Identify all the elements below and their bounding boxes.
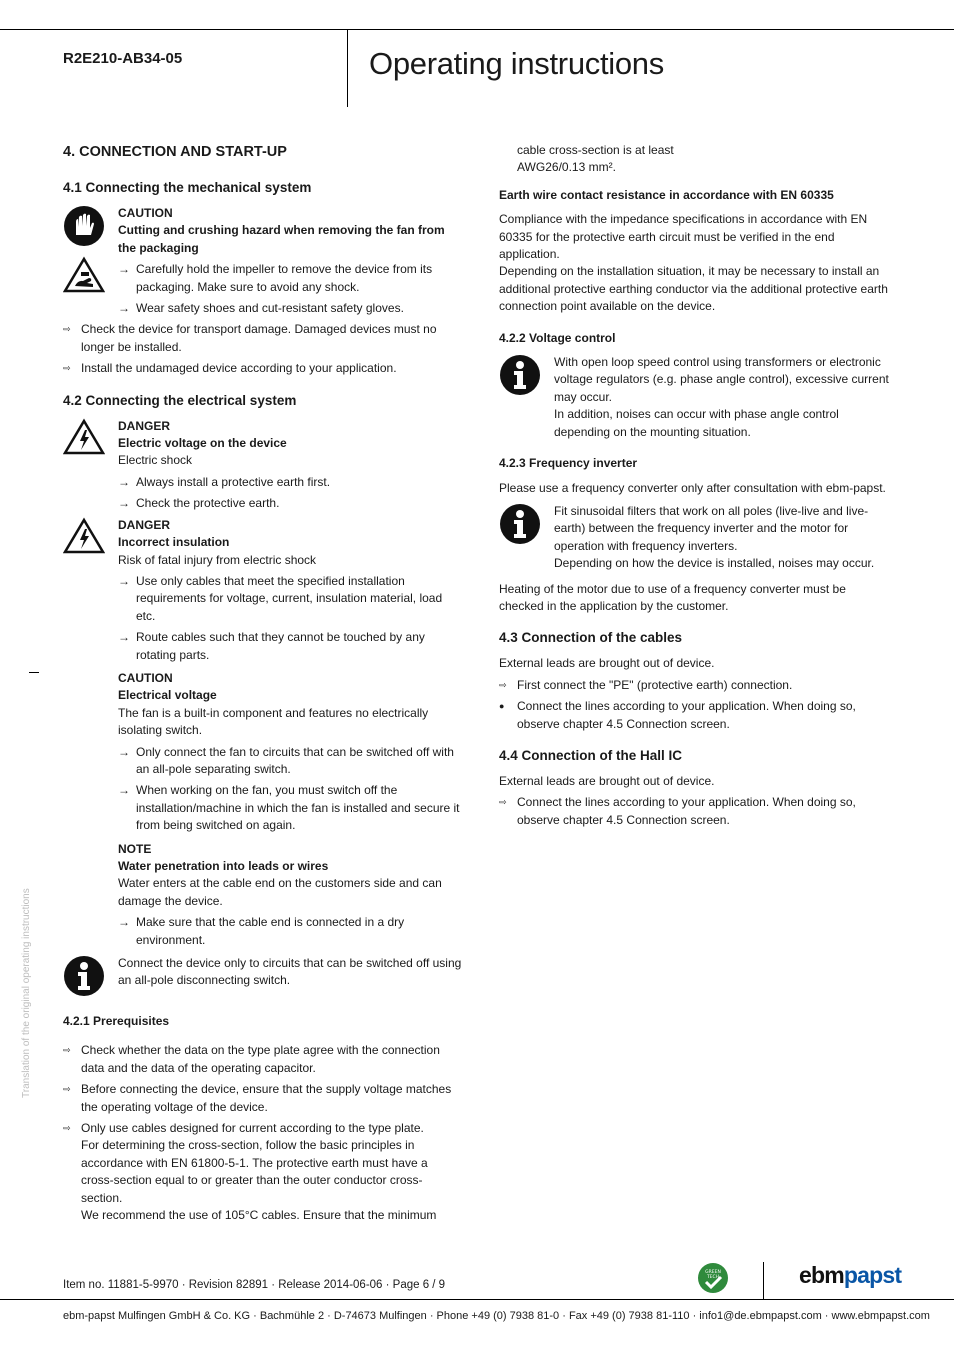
model-number: R2E210-AB34-05 [63,50,183,67]
paragraph: Heating of the motor due to use of a frequency converter must be checked in the application by the customer. [499,581,846,613]
left-column [63,143,463,1229]
paragraph: Compliance with the impedance specifications in accordance with EN 60335 for the protective earth circuit must be verified in the end application. [499,212,868,262]
greentech-logo-icon [697,1262,729,1294]
arrow-icon: → [118,744,130,759]
subsection-heading-4-2-3: 4.2.3 Frequency inverter [499,456,638,471]
list-item: → Wear safety shoes and cut-resistant safety gloves. [118,300,463,317]
fold-mark [29,672,39,673]
document-title: Operating instructions [369,46,664,81]
list-item: ⇨ First connect the "PE" (protective earth) connection. [499,677,891,694]
header-top-rule [0,29,954,30]
hand-crush-warning-icon [63,256,105,294]
sidebar-note: Translation of the original operating instructions [21,888,32,1098]
hollow-arrow-icon: ⇨ [63,1123,71,1134]
note-label: NOTE [118,841,152,856]
list-item: ⇨ Connect the lines according to your application. When doing so, observe chapter 4.5 Connection screen. [499,795,856,827]
paragraph: External leads are brought out of device. [499,773,715,788]
caution-label: CAUTION [118,206,173,220]
list-item: ⇨ Check whether the data on the type plate agree with the connection data and the data of the operating capacitor. [63,1043,440,1075]
paragraph: Depending on the installation situation, it may be necessary to install an additional protective earthing conductor via the additional protective earth connection point available on the device. [499,264,888,314]
list-item: → When working on the fan, you must switch off the installation/machine in which the fan is installed and secure it from being switched on again. [118,783,460,833]
right-column [499,142,891,833]
danger-text: Risk of fatal injury from electric shock [118,552,317,567]
info-block: Connect the device only to circuits that can be switched off using an all-pole disconnecting switch. [63,955,463,999]
hollow-arrow-icon: ⇨ [63,324,71,335]
caution-block-electrical [63,670,463,835]
hollow-arrow-icon: ⇨ [63,363,71,374]
ebmpapst-logo: ebmpapst [799,1262,902,1288]
logo-divider [763,1262,764,1300]
arrow-icon: → [118,783,130,798]
paragraph: External leads are brought out of device. [499,656,715,671]
hollow-arrow-icon: ⇨ [63,1045,71,1056]
continued-text: cable cross-section is at least AWG26/0.13 mm². [517,143,674,175]
greentech-label-2: TECH [706,1275,720,1280]
subsection-heading-4-3: 4.3 Connection of the cables [499,630,683,646]
note-text: Water enters at the cable end on the customers side and can damage the device. [118,876,442,908]
list-item: → Make sure that the cable end is connected in a dry environment. [118,915,405,947]
hollow-arrow-icon: ⇨ [499,679,507,690]
earth-resistance-heading: Earth wire contact resistance in accordance with EN 60335 [499,187,834,202]
caution-label: CAUTION [118,670,173,685]
subsection-heading-4-2: 4.2 Connecting the electrical system [63,392,297,408]
list-item: → Always install a protective earth first. [118,474,463,491]
company-footer: ebm-papst Mulfingen GmbH & Co. KG · Bachmühle 2 · D-74673 Mulfingen · Phone +49 (0) 7938 81-0 · Fax +49 (0) 7938 81-110 · info1@de.ebmpapst.com · www.ebmpapst.com [63,1310,930,1322]
arrow-icon: → [118,915,130,930]
arrow-icon: → [118,630,130,645]
list-item: → Check the protective earth. [118,495,463,512]
danger-label: DANGER [118,418,171,433]
list-item: ● Connect the lines according to your application. When doing so, observe chapter 4.5 Connection screen. [499,699,856,731]
info-icon [499,503,541,545]
caution-title: Cutting and crushing hazard when removing the fan from the packaging [118,223,445,255]
info-block: Fit sinusoidal filters that work on all poles (live-live and live-earth) between the frequency inverter and the motor for operation with frequency inverters. Depending on how the device is installed, noises may occur. [499,503,891,573]
caution-title: Electrical voltage [118,688,217,703]
arrow-icon: → [118,262,130,277]
list-item: → Use only cables that meet the specified installation requirements for voltage, current, insulation material, load etc. [118,573,443,623]
list-item: ⇨ Install the undamaged device according to your application. [63,360,463,377]
paragraph: Please use a frequency converter only after consultation with ebm-papst. [499,480,886,495]
note-title: Water penetration into leads or wires [118,859,329,873]
arrow-icon: → [118,573,130,588]
item-number-line: Item no. 11881-5-9970 · Revision 82891 · Release 2014-06-06 · Page 6 / 9 [63,1279,446,1291]
danger-title: Electric voltage on the device [118,436,287,451]
header-divider [347,29,348,107]
info-icon [499,354,541,396]
danger-block-insulation [63,517,463,664]
high-voltage-icon [63,517,105,555]
list-item: ⇨ Only use cables designed for current according to the type plate. For determining the cross-section, follow the basic principles in accordance with EN 61800-5-1. The protective earth must have a cross-section equal to or greater than the outer conductor cross-section. We recommend the use of 105°C cables. Ensure that the minimum [63,1121,437,1223]
caution-block-mechanical [63,205,463,317]
arrow-icon: → [118,474,130,489]
arrow-icon: → [118,496,130,511]
danger-block-voltage [63,418,463,513]
subsection-heading-4-2-1: 4.2.1 Prerequisites [63,1014,170,1029]
subsection-heading-4-1: 4.1 Connecting the mechanical system [63,180,312,195]
list-item: → Route cables such that they cannot be touched by any rotating parts. [118,630,425,662]
note-block [63,841,463,949]
greentech-label-1: GREEN [705,1270,721,1275]
info-icon [63,955,105,997]
list-item: ⇨ Check the device for transport damage. Damaged devices must no longer be installed. [63,322,437,354]
bullet-dot-icon: ● [499,701,505,712]
danger-title: Incorrect insulation [118,535,230,550]
footer-rule [0,1299,954,1300]
caution-text: The fan is a built-in component and features no electrically isolating switch. [118,705,429,738]
hollow-arrow-icon: ⇨ [63,1084,71,1095]
subsection-heading-4-2-2: 4.2.2 Voltage control [499,330,616,345]
hollow-arrow-icon: ⇨ [499,797,507,808]
high-voltage-icon [63,418,105,456]
list-item: → Only connect the fan to circuits that can be switched off with an all-pole separating switch. [118,744,454,776]
subsection-heading-4-4: 4.4 Connection of the Hall IC [499,747,683,763]
info-block: With open loop speed control using transformers or electronic voltage regulators (e.g. phase angle control), excessive current may occur. In addition, noises can occur with phase angle control depending on the mounting situation. [499,354,891,441]
list-item: ⇨ Before connecting the device, ensure that the supply voltage matches the operating voltage of the device. [63,1082,452,1114]
arrow-icon: → [118,301,130,316]
danger-label: DANGER [118,517,171,532]
list-item: → Carefully hold the impeller to remove the device from its packaging. Make sure to avoid any shock. [118,262,433,294]
safety-gloves-icon [63,205,105,247]
danger-text: Electric shock [118,453,193,468]
section-heading: 4. CONNECTION AND START-UP [63,144,287,160]
